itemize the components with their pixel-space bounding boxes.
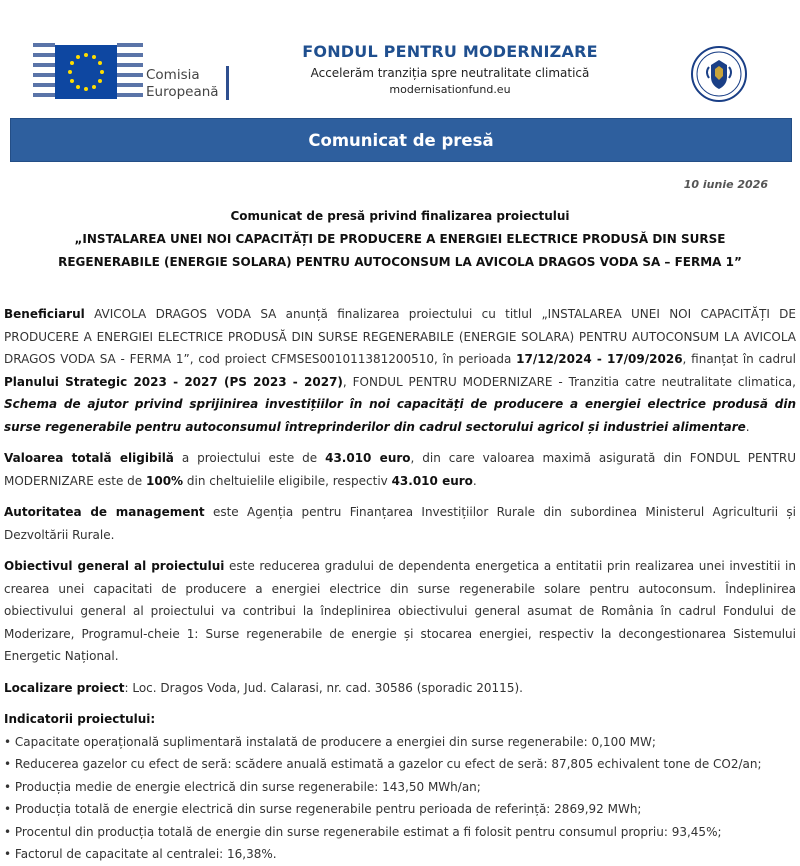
funding-text: , finanțat în cadrul	[682, 352, 796, 366]
eu-divider-bar	[226, 66, 229, 100]
total-eligible-value: 43.010 euro	[325, 451, 411, 465]
eu-commission-label	[146, 67, 219, 101]
romanian-government-seal-icon	[691, 46, 747, 102]
release-title	[0, 205, 800, 274]
management-authority-text: este Agenția pentru Finanțarea Investițiilor Rurale din subordinea Ministerul Agriculturii și Dezvoltării Rurale.	[4, 505, 796, 542]
period-end: .	[745, 419, 750, 434]
location-text: : Loc. Dragos Voda, Jud. Calarasi, nr. cad. 30586 (sporadic 20115).	[124, 680, 523, 695]
funding-percent: 100%	[146, 473, 184, 488]
indicators-title: Indicatorii proiectului:	[4, 712, 156, 726]
project-period: 17/12/2024 - 17/09/2026	[516, 352, 683, 366]
list-item: • Procentul din producția totală de energie din surse regenerabile estimat a fi folosit pentru consumul propriu: 93,45%;	[4, 821, 796, 844]
aid-scheme: Schema de ajutor privind sprijinirea investițiilor în noi capacități de producere a energiei electrice produsă din surse regenerabile pentru autoconsumul întreprinderilor din cadrul sectorului agricol și industriei alimentare	[4, 397, 796, 434]
release-date: 10 iunie 2026	[683, 178, 768, 191]
list-item: • Producția totală de energie electrică din surse regenerabile pentru perioada de referință: 2869,92 MWh;	[4, 798, 796, 821]
fund-text: , FONDUL PENTRU MODERNIZARE - Tranzitia catre neutralitate climatica,	[342, 374, 796, 389]
fund-title: FONDUL PENTRU MODERNIZARE	[302, 42, 598, 61]
fund-subtitle: Accelerăm tranziția spre neutralitate climatică	[310, 66, 590, 80]
eu-label-line2: Europeană	[146, 84, 219, 100]
eligible-costs-text: din cheltuielile eligibile, respectiv	[183, 473, 392, 488]
release-title-line1: Comunicat de presă privind finalizarea proiectului	[230, 209, 570, 223]
press-release-banner: Comunicat de presă	[10, 118, 792, 162]
release-title-line2: „INSTALAREA UNEI NOI CAPACITĂȚI DE PRODUCERE A ENERGIEI ELECTRICE PRODUSĂ DIN SURSE	[74, 232, 726, 246]
location-label: Localizare proiect	[4, 680, 125, 695]
beneficiary-label: Beneficiarul	[4, 307, 85, 321]
strategic-plan: Planului Strategic 2023 - 2027 (PS 2023 - 2027)	[4, 374, 343, 389]
beneficiary-text: AVICOLA DRAGOS VODA SA anunță finalizarea proiectului cu titlul „INSTALAREA UNEI NOI CAPACITĂȚI DE PRODUCERE A ENERGIEI ELECTRICE PRODUSĂ DIN SURSE REGENERABILE (ENERGIE SOLARA) PENTRU AUTOCONSUM LA AVICOLA DRAGOS VODA SA - FERMA 1”, cod proiect CFMSES001011381200510, în perioada	[4, 307, 796, 366]
management-authority-paragraph	[4, 501, 796, 546]
location-paragraph	[4, 677, 796, 700]
list-item: • Reducerea gazelor cu efect de seră: scădere anuală estimată a gazelor cu efect de seră: 87,805 echivalent tone de CO2/an;	[4, 753, 796, 776]
general-objective-text: este reducerea gradului de dependenta energetica a entitatii prin realizarea unei investitii in crearea unei capacitati de producere a energiei electrice din surse regenerabile solare pentru autoconsum. Îndeplinirea obiectivului general al proiectului va contribui la îndeplinirea obiectivului general asumat de România în cadrul Fondului de Moderizare, Programul-cheie 1: Surse regenerabile de energie și stocarea energiei, respectiv la decongestionarea Sistemului Energetic Național.	[4, 559, 796, 663]
eligible-value-paragraph	[4, 447, 796, 492]
general-objective-label: Obiectivul general al proiectului	[4, 559, 225, 573]
list-item: • Producția medie de energie electrică din surse regenerabile: 143,50 MWh/an;	[4, 776, 796, 799]
eligible-value-label: Valoarea totală eligibilă	[4, 451, 174, 465]
indicators-list	[4, 731, 796, 866]
period-end-2: .	[472, 473, 477, 488]
header	[0, 0, 800, 115]
max-value-text: , din care valoarea maximă asigurată din FONDUL PENTRU MODERNIZARE este de	[4, 451, 796, 488]
eligible-value-text: a proiectului este de	[173, 451, 326, 465]
beneficiary-paragraph	[4, 303, 796, 438]
max-funded-value: 43.010 euro	[391, 473, 473, 488]
management-authority-label: Autoritatea de management	[4, 505, 205, 519]
list-item: • Capacitate operațională suplimentară instalată de producere a energiei din surse regenerabile: 0,100 MW;	[4, 731, 796, 754]
fund-url[interactable]: modernisationfund.eu	[389, 83, 511, 96]
release-body	[4, 303, 796, 866]
general-objective-paragraph	[4, 555, 796, 668]
eu-label-line1: Comisia	[146, 67, 200, 83]
release-title-line3: REGENERABILE (ENERGIE SOLARA) PENTRU AUTOCONSUM LA AVICOLA DRAGOS VODA SA – FERMA 1”	[58, 255, 742, 269]
list-item: • Factorul de capacitate al centralei: 16,38%.	[4, 843, 796, 866]
